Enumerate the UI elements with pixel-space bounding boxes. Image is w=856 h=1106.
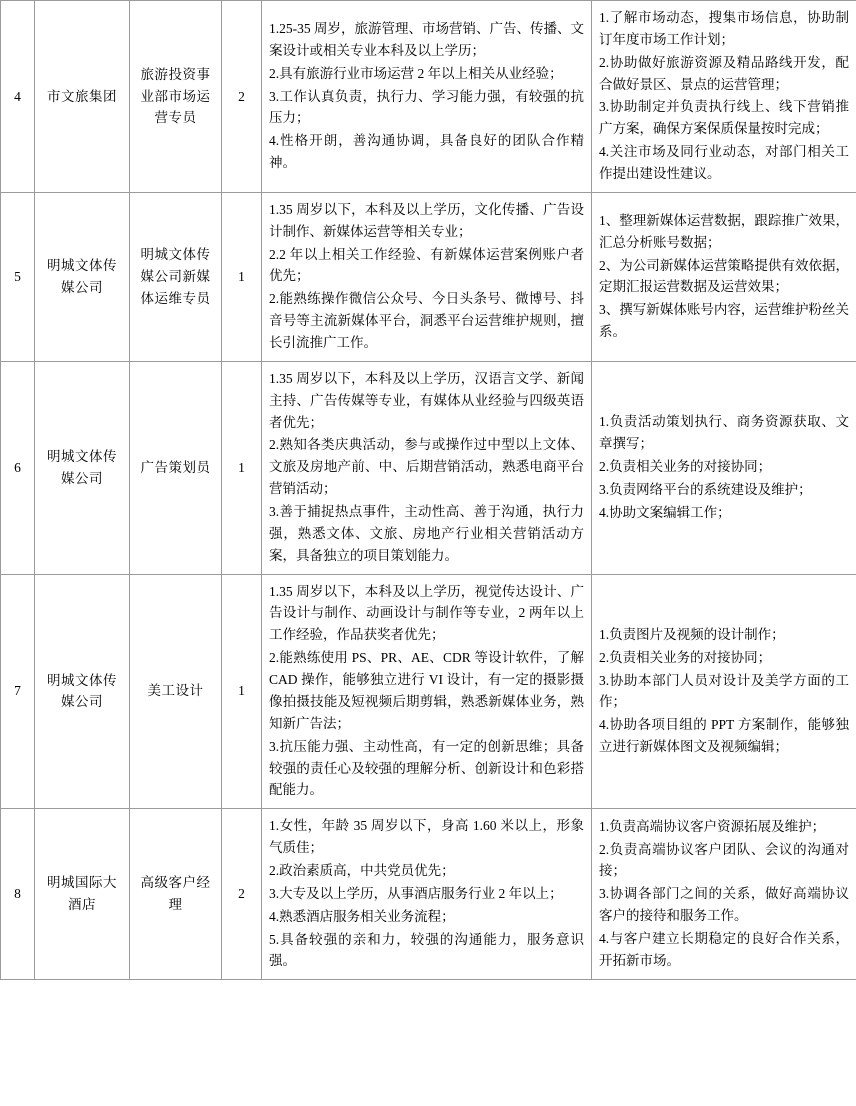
requirement-line: 1.35 周岁以下，本科及以上学历，汉语言文学、新闻主持、广告传媒等专业，有媒体从业经验与四级英语者优先； <box>269 370 584 430</box>
row-requirements <box>262 192 592 361</box>
requirement-line: 5.具备较强的亲和力，较强的沟通能力，服务意识强。 <box>269 931 584 969</box>
row-index: 7 <box>1 574 35 809</box>
requirement-line: 3.大专及以上学历，从事酒店服务行业 2 年以上； <box>269 885 563 901</box>
row-unit: 明城文体传媒公司 <box>35 574 130 809</box>
row-index: 4 <box>1 1 35 193</box>
requirement-line: 3.抗压能力强、主动性高，有一定的创新思维；具备较强的责任心及较强的理解分析、创新设计和色彩搭配能力。 <box>269 738 584 798</box>
requirement-line: 2.2 年以上相关工作经验、有新媒体运营案例账户者优先； <box>269 246 584 284</box>
row-duties <box>592 574 856 809</box>
table-row <box>1 361 856 574</box>
duty-line: 2.负责相关业务的对接协同； <box>599 458 772 474</box>
row-unit: 市文旅集团 <box>35 1 130 193</box>
duty-line: 3.协助制定并负责执行线上、线下营销推广方案，确保方案保质保量按时完成； <box>599 99 849 137</box>
row-post: 高级客户经理 <box>130 809 222 980</box>
requirement-line: 2.能熟练使用 PS、PR、AE、CDR 等设计软件，了解 CAD 操作，能够独立进行 VI 设计，有一定的摄影摄像拍摄技能及短视频后期剪辑，熟悉新媒体业务，熟知新广告法； <box>269 650 584 731</box>
duty-line: 4.协助文案编辑工作； <box>599 504 731 520</box>
row-index: 8 <box>1 809 35 980</box>
requirement-line: 2.能熟练操作微信公众号、今日头条号、微博号、抖音号等主流新媒体平台，洞悉平台运营维护规则，擅长引流推广工作。 <box>269 291 584 351</box>
duty-line: 2、为公司新媒体运营策略提供有效依据，定期汇报运营数据及运营效果； <box>599 257 849 295</box>
table-row <box>1 574 856 809</box>
duty-line: 2.协助做好旅游资源及精品路线开发，配合做好景区、景点的运营管理； <box>599 54 849 92</box>
row-index: 5 <box>1 192 35 361</box>
table-row <box>1 192 856 361</box>
duty-line: 2.负责相关业务的对接协同； <box>599 649 772 665</box>
requirement-line: 1.35 周岁以下，本科及以上学历，视觉传达设计、广告设计与制作、动画设计与制作等专业，2 两年以上工作经验，作品获奖者优先； <box>269 583 584 643</box>
row-headcount: 1 <box>222 361 262 574</box>
requirement-line: 2.熟知各类庆典活动，参与或操作过中型以上文体、文旅及房地产前、中、后期营销活动，熟悉电商平台营销活动； <box>269 437 584 497</box>
row-index: 6 <box>1 361 35 574</box>
row-requirements <box>262 574 592 809</box>
row-post: 旅游投资事业部市场运营专员 <box>130 1 222 193</box>
duty-line: 1.了解市场动态，搜集市场信息，协助制订年度市场工作计划； <box>599 10 849 47</box>
requirement-line: 1.女性，年龄 35 周岁以下，身高 1.60 米以上，形象气质佳； <box>269 818 584 856</box>
row-headcount: 1 <box>222 192 262 361</box>
duty-line: 2.负责高端协议客户团队、会议的沟通对接； <box>599 841 849 879</box>
row-requirements <box>262 361 592 574</box>
duty-line: 3.协调各部门之间的关系，做好高端协议客户的接待和服务工作。 <box>599 886 849 924</box>
duty-line: 3.协助本部门人员对设计及美学方面的工作； <box>599 672 849 710</box>
row-duties <box>592 1 856 193</box>
row-headcount: 2 <box>222 1 262 193</box>
duty-line: 1.负责图片及视频的设计制作； <box>599 626 785 642</box>
row-duties <box>592 192 856 361</box>
row-requirements <box>262 809 592 980</box>
requirement-line: 4.性格开朗，善沟通协调，具备良好的团队合作精神。 <box>269 133 584 171</box>
requirement-line: 3.工作认真负责，执行力、学习能力强，有较强的抗压力； <box>269 88 584 126</box>
table-row <box>1 809 856 980</box>
duty-line: 4.协助各项目组的 PPT 方案制作，能够独立进行新媒体图文及视频编辑； <box>599 717 849 755</box>
row-duties <box>592 809 856 980</box>
table-row <box>1 1 856 193</box>
requirement-line: 3.善于捕捉热点事件，主动性高、善于沟通，执行力强，熟悉文体、文旅、房地产行业相关营销活动方案，具备独立的项目策划能力。 <box>269 504 584 563</box>
row-post: 明城文体传媒公司新媒体运维专员 <box>130 192 222 361</box>
duty-line: 1.负责高端协议客户资源拓展及维护； <box>599 818 826 834</box>
duty-line: 3.负责网络平台的系统建设及维护； <box>599 481 812 497</box>
requirement-line: 2.具有旅游行业市场运营 2 年以上相关从业经验； <box>269 65 563 81</box>
requirement-line: 1.35 周岁以下，本科及以上学历，文化传播、广告设计制作、新媒体运营等相关专业； <box>269 201 584 239</box>
duty-line: 4.与客户建立长期稳定的良好合作关系，开拓新市场。 <box>599 931 849 968</box>
row-requirements <box>262 1 592 193</box>
duty-line: 1、整理新媒体运营数据，跟踪推广效果，汇总分析账号数据； <box>599 212 849 250</box>
requirement-line: 2.政治素质高，中共党员优先； <box>269 862 455 878</box>
duty-line: 1.负责活动策划执行、商务资源获取、文章撰写； <box>599 414 849 451</box>
row-post: 美工设计 <box>130 574 222 809</box>
duty-line: 3、撰写新媒体账号内容，运营维护粉丝关系。 <box>599 302 849 340</box>
row-unit: 明城文体传媒公司 <box>35 361 130 574</box>
row-unit: 明城国际大酒店 <box>35 809 130 980</box>
row-headcount: 1 <box>222 574 262 809</box>
row-headcount: 2 <box>222 809 262 980</box>
row-unit: 明城文体传媒公司 <box>35 192 130 361</box>
requirement-line: 1.25-35 周岁，旅游管理、市场营销、广告、传播、文案设计或相关专业本科及以上学历； <box>269 20 584 58</box>
row-post: 广告策划员 <box>130 361 222 574</box>
row-duties <box>592 361 856 574</box>
duty-line: 4.关注市场及同行业动态，对部门相关工作提出建设性建议。 <box>599 144 849 182</box>
requirement-line: 4.熟悉酒店服务相关业务流程； <box>269 908 455 924</box>
